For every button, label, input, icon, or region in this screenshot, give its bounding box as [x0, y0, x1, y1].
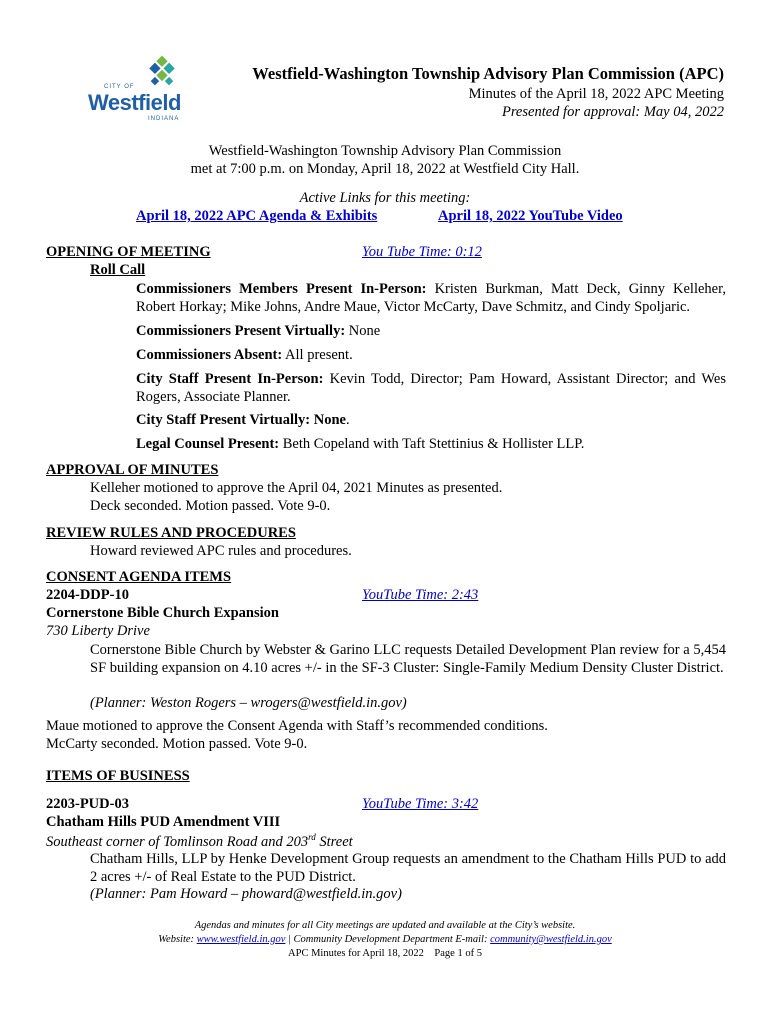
- consent-heading: CONSENT AGENDA ITEMS: [46, 569, 232, 585]
- opening-heading: OPENING OF MEETING: [46, 244, 211, 260]
- business-planner: (Planner: Pam Howard – phoward@westfield.in.gov): [90, 886, 402, 902]
- staff-virtual-period: .: [345, 412, 350, 428]
- business-address-ordinal: rd: [308, 832, 316, 842]
- business-description: Chatham Hills, LLP by Henke Development Group requests an amendment to the Chatham Hills PUD to add 2 acres +/- of Real Estate to the PUD District.: [90, 851, 726, 885]
- logo-name: Westfield: [88, 90, 181, 115]
- business-address: [46, 832, 353, 851]
- rules-heading: REVIEW RULES AND PROCEDURES: [46, 525, 296, 541]
- commissioners-virtual-label: Commissioners Present Virtually:: [136, 323, 346, 339]
- agenda-link[interactable]: April 18, 2022 APC Agenda & Exhibits: [136, 208, 378, 224]
- meeting-subtitle: Minutes of the April 18, 2022 APC Meeting: [468, 86, 724, 102]
- rules-text: Howard reviewed APC rules and procedures.: [90, 543, 352, 559]
- consent-youtube-time-link[interactable]: YouTube Time: 2:43: [362, 587, 479, 603]
- legal-counsel-value: Beth Copeland with Taft Stettinius & Hollister LLP.: [279, 436, 585, 452]
- commissioners-present-label: Commissioners Members Present In-Person:: [136, 281, 427, 297]
- footer-email-link[interactable]: community@westfield.in.gov: [490, 934, 612, 945]
- business-youtube-time-link[interactable]: YouTube Time: 3:42: [362, 796, 479, 812]
- footer-contact: [0, 934, 770, 945]
- legal-counsel-label: Legal Counsel Present:: [136, 436, 280, 452]
- minutes-heading: APPROVAL OF MINUTES: [46, 462, 219, 478]
- consent-motion: Maue motioned to approve the Consent Agenda with Staff’s recommended conditions.: [46, 718, 548, 734]
- commissioners-virtual: [136, 322, 726, 340]
- footer-separator: | Community Development Department E-mail:: [285, 934, 491, 945]
- commissioners-present: [136, 280, 726, 316]
- staff-present: [136, 370, 726, 406]
- consent-planner: (Planner: Weston Rogers – wrogers@westfield.in.gov): [90, 695, 407, 711]
- staff-present-label: City Staff Present In-Person:: [136, 371, 324, 387]
- footer-page-number: APC Minutes for April 18, 2022 Page 1 of 5: [288, 948, 482, 959]
- logo-state: INDIANA: [148, 116, 180, 122]
- consent-address: 730 Liberty Drive: [46, 623, 150, 639]
- commissioners-absent: [136, 346, 726, 364]
- staff-virtual-label: City Staff Present Virtually: None: [136, 412, 346, 428]
- city-logo: [86, 54, 186, 124]
- business-heading: ITEMS OF BUSINESS: [46, 768, 190, 784]
- approval-date: Presented for approval: May 04, 2022: [501, 104, 724, 120]
- footer-website-label: Website:: [158, 934, 197, 945]
- staff-virtual: [136, 411, 726, 429]
- page-title: Westfield-Washington Township Advisory Plan Commission (APC): [252, 64, 724, 83]
- consent-vote: McCarty seconded. Motion passed. Vote 9-0.: [46, 736, 308, 752]
- commissioners-absent-label: Commissioners Absent:: [136, 347, 283, 363]
- consent-case-number: 2204-DDP-10: [46, 587, 129, 603]
- logo-city-of: CITY OF: [104, 84, 135, 90]
- business-address-street: Street: [315, 833, 353, 850]
- staff-present-value: Kevin Todd, Director; Pam Howard, Assistant Director; and Wes Rogers, Associate Planner.: [136, 371, 727, 405]
- footer-website-link[interactable]: www.westfield.in.gov: [196, 934, 286, 945]
- commissioners-present-value: Kristen Burkman, Matt Deck, Ginny Kelleher, Robert Horkay; Mike Johns, Andre Maue, Victor McCarty, Dave Schmitz, and Cindy Spoljaric.: [136, 281, 726, 315]
- links-label: Active Links for this meeting:: [299, 190, 471, 206]
- business-project-name: Chatham Hills PUD Amendment VIII: [46, 814, 281, 830]
- minutes-motion: Kelleher motioned to approve the April 04, 2021 Minutes as presented.: [90, 480, 503, 496]
- footer-note: Agendas and minutes for all City meetings are updated and available at the City’s website.: [194, 920, 576, 931]
- business-address-main: Southeast corner of Tomlinson Road and 203: [46, 833, 309, 850]
- consent-description: Cornerstone Bible Church by Webster & Garino LLC requests Detailed Development Plan review for a 5,454 SF building expansion on 4.10 acres +/- in the SF-3 Cluster: Single-Family Medium Density Cluster District.: [90, 642, 726, 676]
- intro-line-1: Westfield-Washington Township Advisory Plan Commission: [208, 143, 562, 159]
- legal-counsel: [136, 435, 726, 453]
- commissioners-virtual-value: None: [345, 323, 381, 339]
- roll-call-heading: Roll Call: [90, 262, 146, 278]
- westfield-logo-mark-icon: [140, 54, 184, 94]
- youtube-video-link[interactable]: April 18, 2022 YouTube Video: [438, 208, 623, 224]
- minutes-vote: Deck seconded. Motion passed. Vote 9-0.: [90, 498, 331, 514]
- intro-line-2: met at 7:00 p.m. on Monday, April 18, 2022 at Westfield City Hall.: [190, 161, 580, 177]
- opening-youtube-time-link[interactable]: You Tube Time: 0:12: [362, 244, 482, 260]
- commissioners-absent-value: All present.: [282, 347, 353, 363]
- business-case-number: 2203-PUD-03: [46, 796, 129, 812]
- consent-project-name: Cornerstone Bible Church Expansion: [46, 605, 279, 621]
